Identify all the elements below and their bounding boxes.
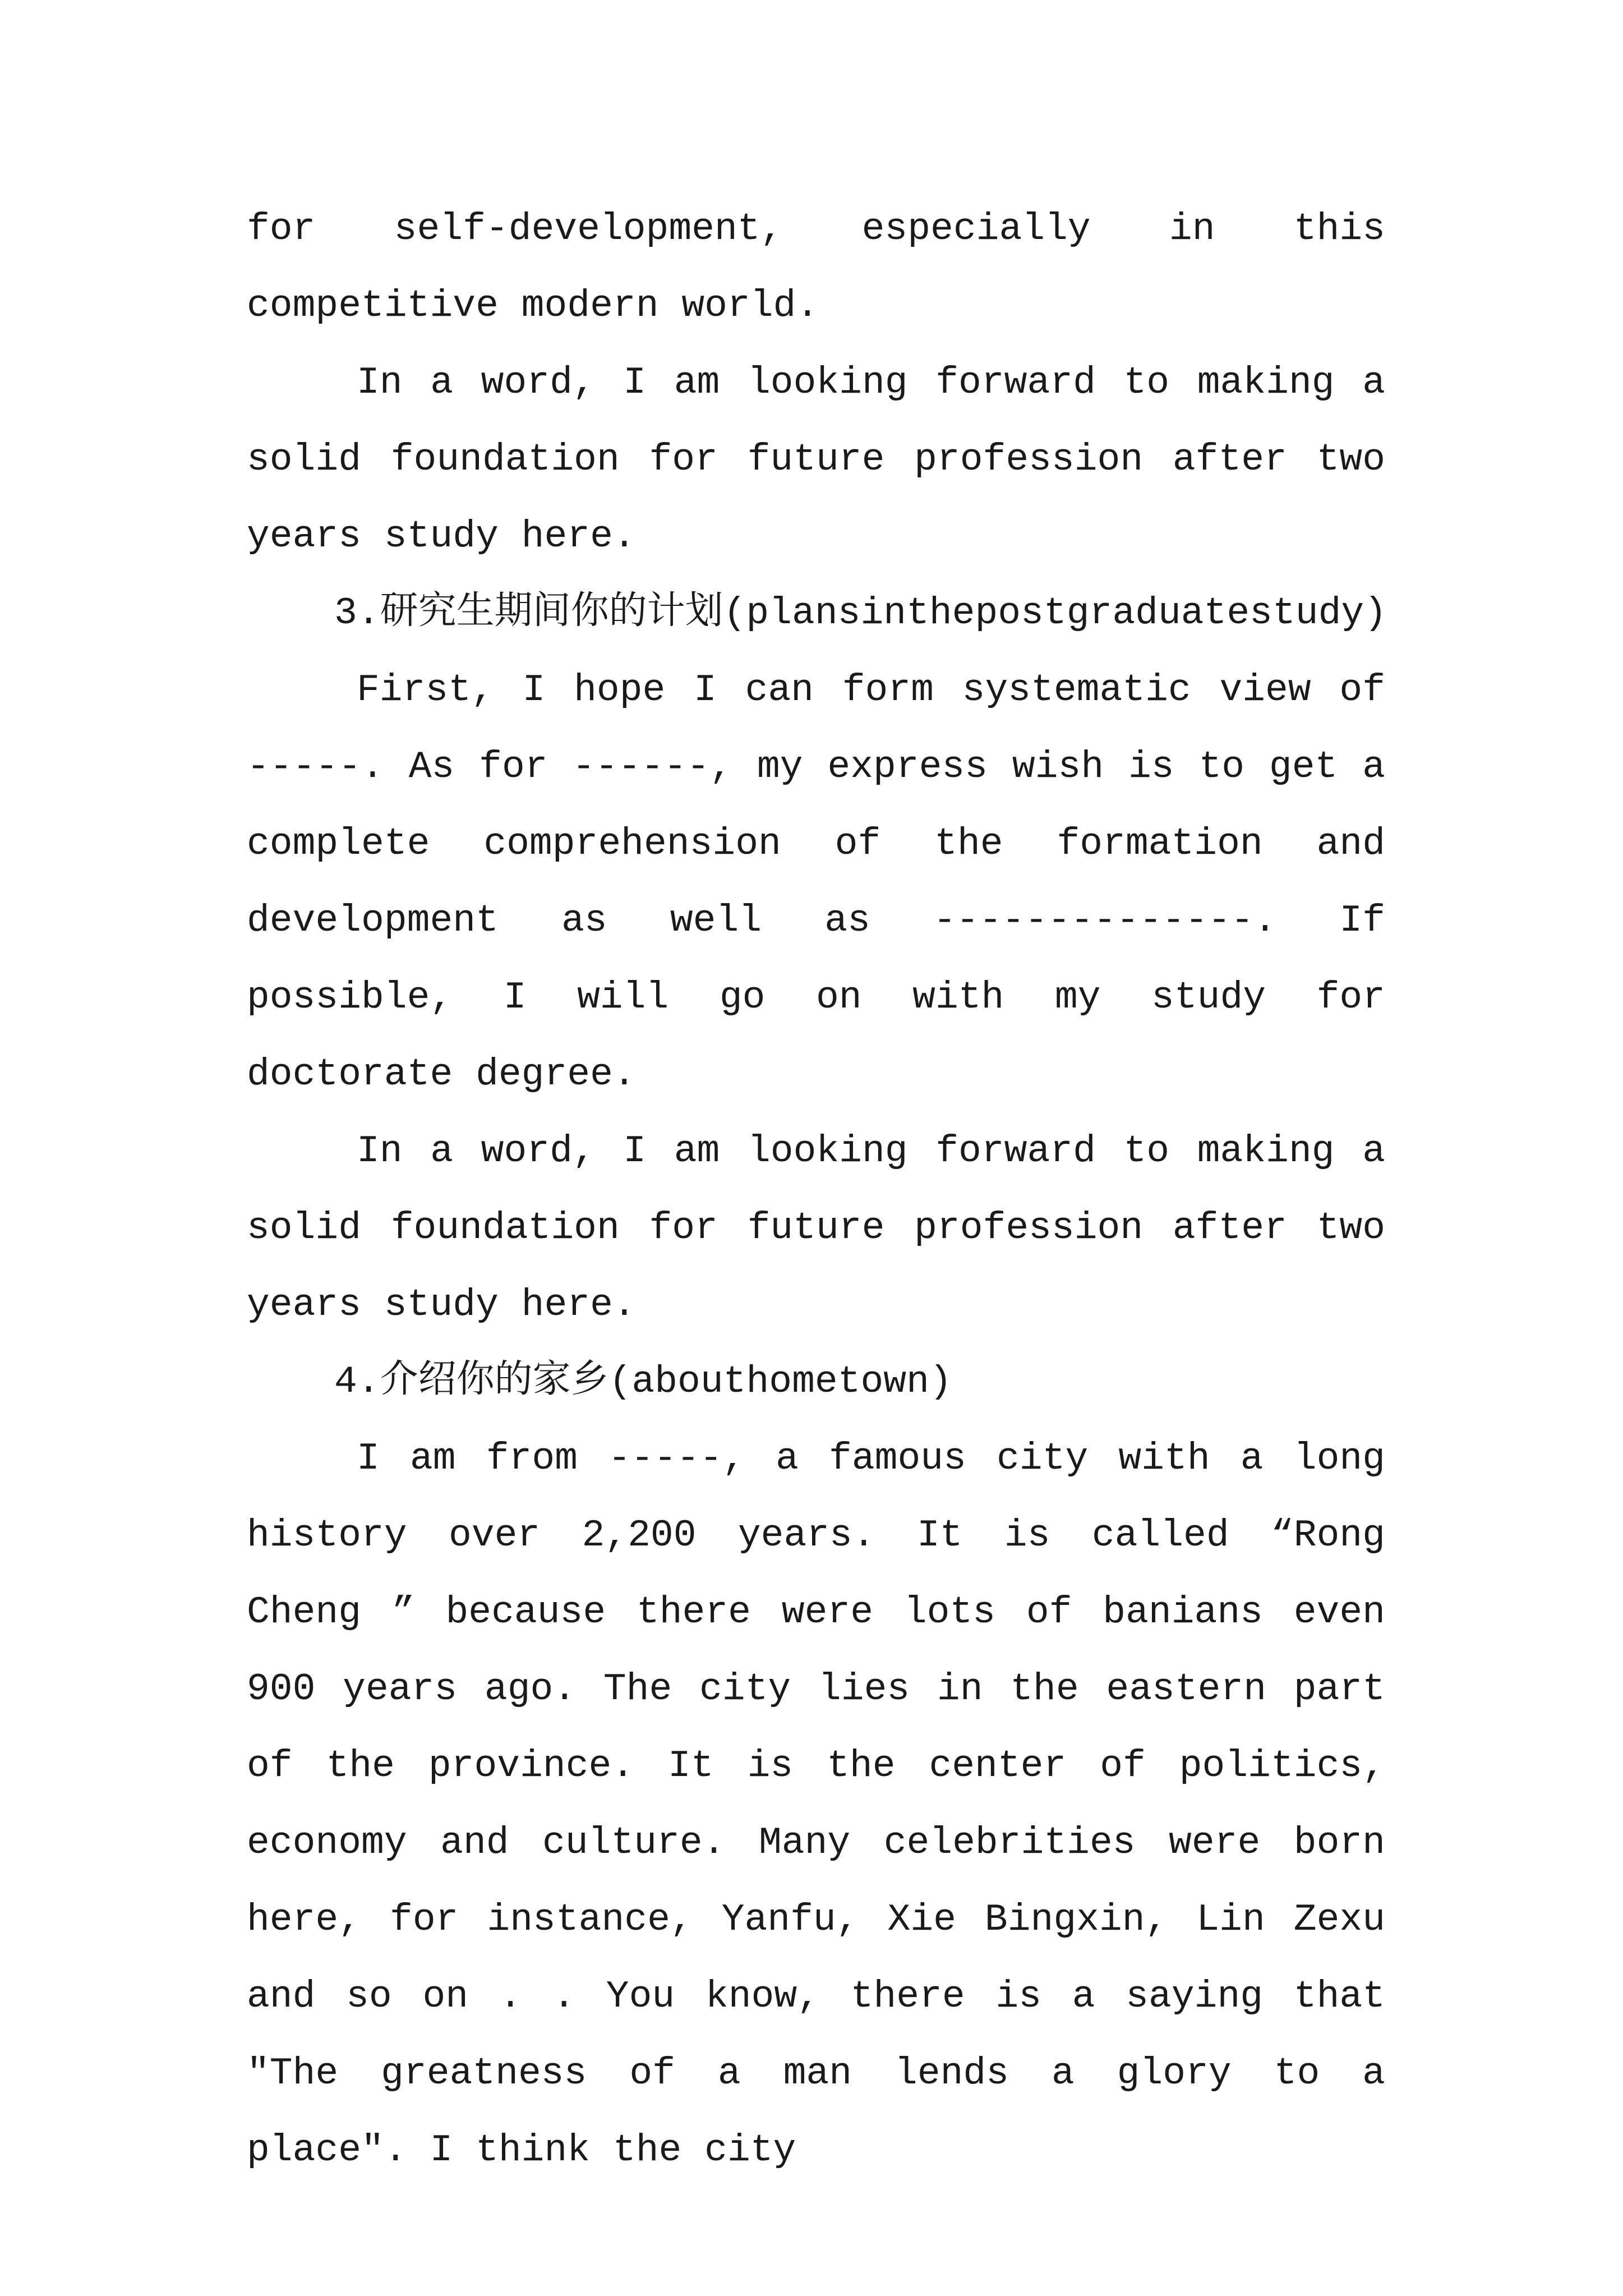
paragraph-in-a-word-1: In a word, I am looking forward to making a solid foundation for future profession after two years study here. [247,361,1385,558]
heading-postgraduate-plans: 3.研究生期间你的计划(plansinthepostgraduatestudy) [334,592,1387,635]
document-page [247,191,1385,2189]
heading-hometown: 4.介绍你的家乡(abouthometown) [334,1360,952,1404]
paragraph-self-development: for self-development, especially in this competitive modern world. [247,208,1385,328]
paragraph-first-plans: First, I hope I can form systematic view of -----. As for ------, my express wish is to get a complete comprehension of the formation and development as well as --------------. If possible, I will go on with my study for doctorate degree. [247,669,1385,1096]
paragraph-in-a-word-2: In a word, I am looking forward to making a solid foundation for future profession after two years study here. [247,1130,1385,1327]
paragraph-hometown: I am from -----, a famous city with a long history over 2,200 years. It is called “Rong Cheng ” because there were lots of banians even 900 years ago. The city lies in the eastern part of the province. It is the center of politics, economy and culture. Many celebrities were born here, for instance, Yanfu, Xie Bingxin, Lin Zexu and so on . . You know, there is a saying that "The greatness of a man lends a glory to a place". I think the city [247,1437,1385,2172]
